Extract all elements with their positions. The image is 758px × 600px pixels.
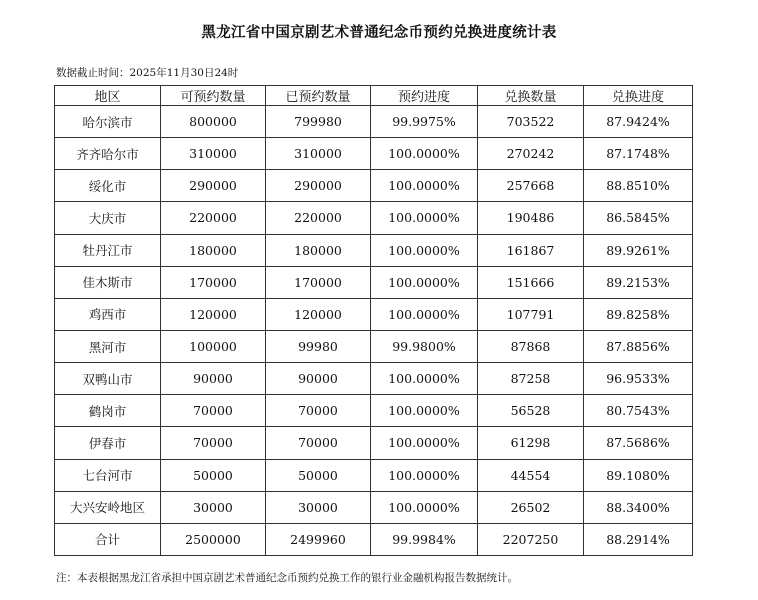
cell-available-quantity: 180000: [161, 234, 266, 266]
cell-available-quantity: 310000: [161, 138, 266, 170]
cell-available-quantity: 30000: [161, 491, 266, 523]
cell-exchanged-quantity: 26502: [478, 491, 584, 523]
cell-reservation-progress: 100.0000%: [371, 395, 478, 427]
cell-available-quantity: 50000: [161, 459, 266, 491]
cell-reservation-progress: 99.9975%: [371, 106, 478, 138]
cell-reserved-quantity: 99980: [266, 330, 371, 362]
total-cell-exchange-progress: 88.2914%: [584, 523, 693, 555]
header-reserved-quantity: 已预约数量: [266, 86, 371, 106]
cell-exchange-progress: 96.9533%: [584, 363, 693, 395]
cell-reservation-progress: 100.0000%: [371, 266, 478, 298]
total-cell-reserved-quantity: 2499960: [266, 523, 371, 555]
cell-reserved-quantity: 180000: [266, 234, 371, 266]
data-cutoff-time: 数据截止时间：2025年11月30日24时: [56, 67, 239, 79]
cell-reservation-progress: 100.0000%: [371, 138, 478, 170]
cell-reservation-progress: 100.0000%: [371, 459, 478, 491]
cell-exchange-progress: 87.8856%: [584, 330, 693, 362]
table-row: [55, 298, 693, 330]
table-row: [55, 330, 693, 362]
cell-exchange-progress: 88.8510%: [584, 170, 693, 202]
cell-exchange-progress: 87.9424%: [584, 106, 693, 138]
footnote: 注：本表根据黑龙江省承担中国京剧艺术普通纪念币预约兑换工作的银行业金融机构报告数据统计。: [56, 572, 518, 584]
table-row: [55, 234, 693, 266]
cell-available-quantity: 70000: [161, 395, 266, 427]
cell-region: 鸡西市: [55, 298, 161, 330]
cell-reserved-quantity: 170000: [266, 266, 371, 298]
cell-available-quantity: 800000: [161, 106, 266, 138]
cell-region: 双鸭山市: [55, 363, 161, 395]
cell-reservation-progress: 99.9800%: [371, 330, 478, 362]
table-row: [55, 202, 693, 234]
cell-reserved-quantity: 70000: [266, 395, 371, 427]
cell-exchanged-quantity: 270242: [478, 138, 584, 170]
cell-exchanged-quantity: 107791: [478, 298, 584, 330]
cell-reserved-quantity: 120000: [266, 298, 371, 330]
cell-region: 七台河市: [55, 459, 161, 491]
table-row: [55, 459, 693, 491]
cell-reservation-progress: 100.0000%: [371, 491, 478, 523]
cell-region: 绥化市: [55, 170, 161, 202]
cell-region: 齐齐哈尔市: [55, 138, 161, 170]
cell-reserved-quantity: 799980: [266, 106, 371, 138]
cell-available-quantity: 100000: [161, 330, 266, 362]
cell-exchange-progress: 80.7543%: [584, 395, 693, 427]
cell-reservation-progress: 100.0000%: [371, 427, 478, 459]
cell-exchange-progress: 87.5686%: [584, 427, 693, 459]
cell-reservation-progress: 100.0000%: [371, 202, 478, 234]
cell-exchange-progress: 86.5845%: [584, 202, 693, 234]
cell-exchange-progress: 89.8258%: [584, 298, 693, 330]
total-cell-reservation-progress: 99.9984%: [371, 523, 478, 555]
page-title: 黑龙江省中国京剧艺术普通纪念币预约兑换进度统计表: [201, 25, 557, 41]
cell-available-quantity: 170000: [161, 266, 266, 298]
table-total-row: [55, 523, 693, 555]
table-row: [55, 266, 693, 298]
table-row: [55, 491, 693, 523]
cell-reserved-quantity: 90000: [266, 363, 371, 395]
cell-exchange-progress: 89.9261%: [584, 234, 693, 266]
cell-reservation-progress: 100.0000%: [371, 170, 478, 202]
cell-exchange-progress: 89.1080%: [584, 459, 693, 491]
table-row: [55, 106, 693, 138]
table-row: [55, 138, 693, 170]
cell-exchanged-quantity: 44554: [478, 459, 584, 491]
cell-reservation-progress: 100.0000%: [371, 363, 478, 395]
cell-reserved-quantity: 30000: [266, 491, 371, 523]
cell-available-quantity: 70000: [161, 427, 266, 459]
exchange-progress-table: [54, 85, 693, 556]
cell-available-quantity: 220000: [161, 202, 266, 234]
table-row: [55, 427, 693, 459]
cell-reserved-quantity: 50000: [266, 459, 371, 491]
cell-reserved-quantity: 290000: [266, 170, 371, 202]
cell-exchange-progress: 89.2153%: [584, 266, 693, 298]
cell-region: 大兴安岭地区: [55, 491, 161, 523]
cell-region: 大庆市: [55, 202, 161, 234]
total-cell-available-quantity: 2500000: [161, 523, 266, 555]
header-exchange-progress: 兑换进度: [584, 86, 693, 106]
cell-exchanged-quantity: 56528: [478, 395, 584, 427]
cell-exchange-progress: 87.1748%: [584, 138, 693, 170]
cell-exchanged-quantity: 161867: [478, 234, 584, 266]
cell-exchange-progress: 88.3400%: [584, 491, 693, 523]
cell-region: 伊春市: [55, 427, 161, 459]
cell-region: 黑河市: [55, 330, 161, 362]
cell-available-quantity: 120000: [161, 298, 266, 330]
cell-exchanged-quantity: 703522: [478, 106, 584, 138]
cell-available-quantity: 90000: [161, 363, 266, 395]
cell-region: 哈尔滨市: [55, 106, 161, 138]
cell-reservation-progress: 100.0000%: [371, 234, 478, 266]
cell-reservation-progress: 100.0000%: [371, 298, 478, 330]
cell-exchanged-quantity: 87258: [478, 363, 584, 395]
cell-region: 牡丹江市: [55, 234, 161, 266]
header-reservation-progress: 预约进度: [371, 86, 478, 106]
cell-exchanged-quantity: 257668: [478, 170, 584, 202]
cell-region: 佳木斯市: [55, 266, 161, 298]
cell-reserved-quantity: 220000: [266, 202, 371, 234]
cell-region: 鹤岗市: [55, 395, 161, 427]
cell-available-quantity: 290000: [161, 170, 266, 202]
total-cell-exchanged-quantity: 2207250: [478, 523, 584, 555]
table-header-row: [55, 86, 693, 106]
cell-reserved-quantity: 70000: [266, 427, 371, 459]
total-cell-region: 合计: [55, 523, 161, 555]
cell-reserved-quantity: 310000: [266, 138, 371, 170]
header-exchanged-quantity: 兑换数量: [478, 86, 584, 106]
cell-exchanged-quantity: 87868: [478, 330, 584, 362]
cell-exchanged-quantity: 190486: [478, 202, 584, 234]
table-row: [55, 395, 693, 427]
header-region: 地区: [55, 86, 161, 106]
cell-exchanged-quantity: 61298: [478, 427, 584, 459]
header-available-quantity: 可预约数量: [161, 86, 266, 106]
table-row: [55, 363, 693, 395]
table-row: [55, 170, 693, 202]
cell-exchanged-quantity: 151666: [478, 266, 584, 298]
